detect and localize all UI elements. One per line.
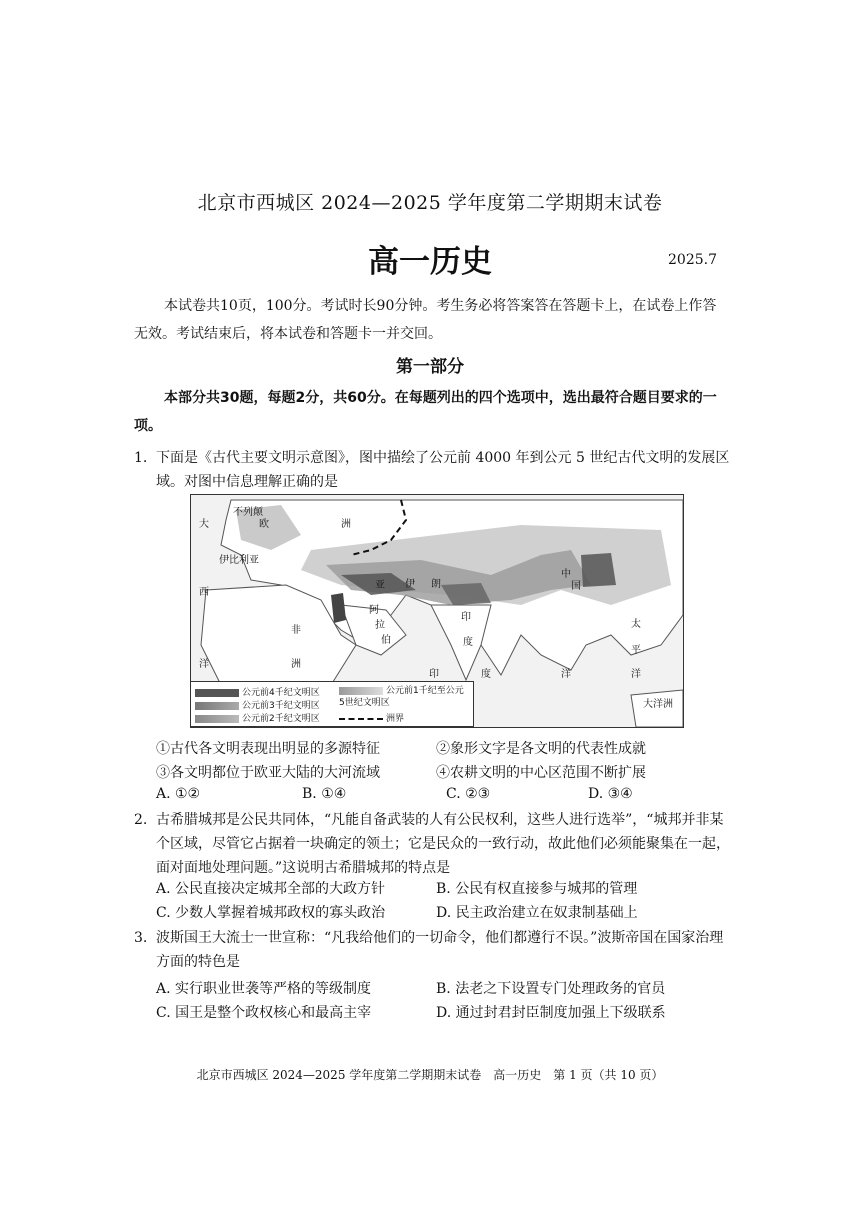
exam-notice: 本试卷共10页，100分。考试时长90分钟。考生务必将答案答在答题卡上，在试卷上作答无效。考试结束后，将本试卷和答题卡一并交回。: [134, 298, 717, 342]
statement: ①古代各文明表现出明显的多源特征: [156, 741, 380, 757]
map-label: 西: [199, 587, 209, 598]
statement: ③各文明都位于欧亚大陆的大河流域: [156, 765, 380, 781]
map-label: 朗: [431, 579, 441, 590]
subject-title: 高一历史: [368, 244, 492, 280]
map-label: 不列颠: [233, 507, 263, 518]
question-2: [134, 808, 730, 880]
option-b[interactable]: B. 公民有权直接参与城邦的管理: [436, 881, 638, 897]
legend-item: [339, 685, 469, 709]
option-list: [156, 978, 730, 1026]
legend-swatch: [195, 702, 239, 710]
map-label: 伯: [381, 635, 391, 646]
legend-label: 公元前3千纪文明区: [242, 701, 320, 711]
map-label: 中: [561, 569, 571, 580]
question-1: [134, 446, 730, 494]
statement: ④农耕文明的中心区范围不断扩展: [436, 765, 646, 781]
map-legend: [190, 681, 474, 727]
map-label: 亚: [375, 580, 385, 591]
question-3: [134, 926, 730, 974]
question-text: 古希腊城邦是公民共同体，“凡能自备武装的人有公民权利，这些人进行选举”，“城邦并非某个区域，尽管它占据着一块确定的领土；它是民众的一致行动，故此他们必须能聚集在一起，面对面地处理问题。”这说明古希腊城邦的特点是: [156, 812, 730, 876]
map-label: 度: [463, 637, 473, 648]
map-label: 伊: [405, 579, 415, 590]
legend-swatch: [195, 715, 239, 723]
legend-label: 公元前2千纪文明区: [242, 714, 320, 724]
option-b[interactable]: B. 法老之下设置专门处理政务的官员: [436, 981, 666, 997]
legend-item: [195, 698, 320, 711]
map-label: 伊比利亚: [219, 555, 259, 566]
option-c[interactable]: C. 少数人掌握着城邦政权的寡头政治: [156, 905, 386, 921]
legend-item: [195, 711, 320, 724]
part-instruction: 本部分共30题，每题2分，共60分。在每题列出的四个选项中，选出最符合题目要求的一项。: [134, 390, 717, 434]
map-label: 拉: [375, 620, 385, 631]
map-label: 国: [571, 581, 581, 592]
legend-item: [339, 711, 404, 724]
option-a[interactable]: A. 公民直接决定城邦全部的大政方针: [156, 881, 386, 897]
map-label: 大洋洲: [643, 699, 673, 710]
map-label: 平: [631, 645, 641, 656]
question-number: 3.: [134, 930, 148, 946]
exam-date: 2025.7: [668, 252, 717, 268]
map-label: 度: [481, 669, 491, 680]
option-a[interactable]: A. 实行职业世袭等严格的等级制度: [156, 981, 372, 997]
option-d[interactable]: D. 通过封君封臣制度加强上下级联系: [436, 1005, 666, 1021]
exam-title: 北京市西城区 2024—2025 学年度第二学期期末试卷: [197, 192, 663, 214]
statement: ②象形文字是各文明的代表性成就: [436, 741, 646, 757]
map-label: 非: [291, 625, 301, 636]
legend-swatch: [339, 718, 383, 720]
option-b[interactable]: B. ①④: [302, 786, 347, 802]
question-text: 波斯国王大流士一世宣称：“凡我给他们的一切命令，他们都遵行不误。”波斯帝国在国家治理方面的特色是: [156, 930, 724, 970]
legend-label: 公元前1千纪至公元5世纪文明区: [339, 686, 464, 708]
question-text: 下面是《古代主要文明示意图》，图中描绘了公元前 4000 年到公元 5 世纪古代文明的发展区域。对图中信息理解正确的是: [156, 450, 730, 490]
option-list: [156, 878, 730, 926]
map-label: 洲: [291, 659, 301, 670]
legend-swatch: [339, 687, 383, 695]
legend-swatch: [195, 689, 239, 697]
map-label: 太: [631, 619, 641, 630]
question-number: 2.: [134, 812, 148, 828]
map-label: 洋: [631, 669, 641, 680]
option-c[interactable]: C. ②③: [446, 786, 491, 802]
option-c[interactable]: C. 国王是整个政权核心和最高主宰: [156, 1005, 372, 1021]
legend-label: 洲界: [386, 714, 405, 724]
map-label: 洲: [341, 519, 351, 530]
part-heading: 第一部分: [396, 357, 464, 377]
map-label: 印: [429, 669, 439, 680]
legend-item: [195, 685, 320, 698]
question-number: 1.: [134, 450, 148, 466]
map-label: 阿: [369, 605, 379, 616]
option-d[interactable]: D. 民主政治建立在奴隶制基础上: [436, 905, 638, 921]
legend-label: 公元前4千纪文明区: [242, 688, 320, 698]
map-label: 大: [199, 519, 209, 530]
map-label: 欧: [259, 519, 269, 530]
option-d[interactable]: D. ③④: [588, 786, 633, 802]
map-label: 洋: [561, 669, 571, 680]
statement-list: [156, 738, 730, 818]
page-footer: 北京市西城区 2024—2025 学年度第二学期期末试卷 高一历史 第 1 页（共 10 页）: [196, 1068, 664, 1082]
map-label: 洋: [199, 659, 209, 670]
option-a[interactable]: A. ①②: [156, 786, 201, 802]
map-label: 印: [461, 612, 471, 623]
